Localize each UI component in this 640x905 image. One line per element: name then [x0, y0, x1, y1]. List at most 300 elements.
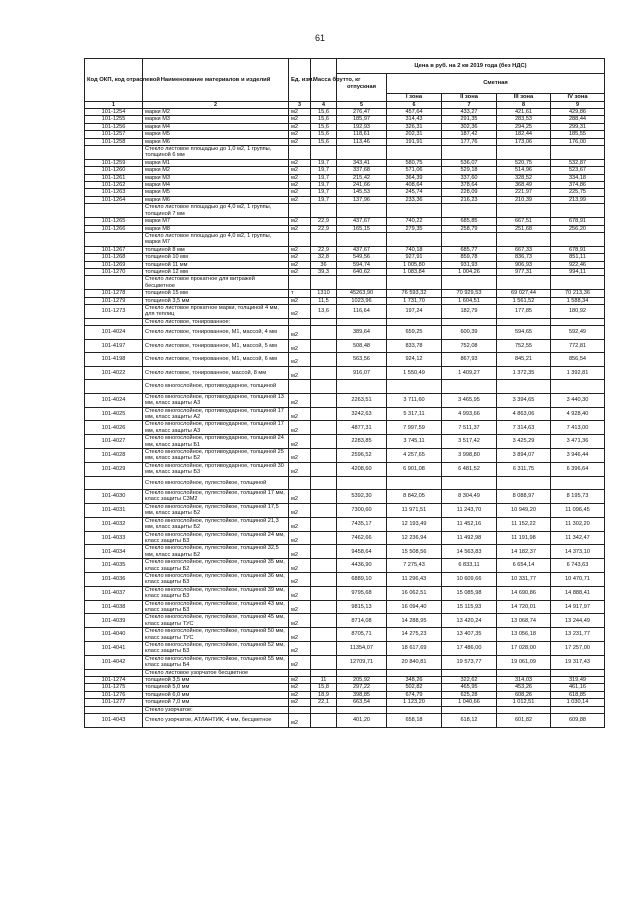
item-mass: 15,6: [311, 138, 337, 145]
section-code-cell: [85, 146, 143, 160]
price-release: 4208,60: [337, 462, 387, 476]
price-release: 916,07: [337, 366, 387, 380]
price-zone-3: 752,55: [497, 339, 551, 353]
table-row: [85, 353, 605, 367]
price-zone-3: 14 182,37: [497, 545, 551, 559]
price-release: 11354,07: [337, 642, 387, 656]
price-release: 2596,52: [337, 448, 387, 462]
price-zone-2: 1 004,26: [442, 268, 497, 275]
empty-cell: [497, 476, 551, 490]
price-release: 8714,08: [337, 614, 387, 628]
price-zone-1: 279,35: [387, 225, 442, 232]
price-zone-3: 283,53: [497, 116, 551, 123]
table-row: [85, 159, 605, 166]
table-row: [85, 182, 605, 189]
empty-cell: [497, 146, 551, 160]
price-release: 297,22: [337, 684, 387, 691]
item-unit: м2: [289, 684, 311, 691]
price-zone-3: 3 425,29: [497, 435, 551, 449]
item-mass: [311, 572, 337, 586]
section-title: Стекло многослойное, пулестойкое, толщиной: [143, 476, 289, 490]
price-zone-2: 13 407,35: [442, 628, 497, 642]
price-zone-4: 3 471,36: [551, 435, 605, 449]
price-zone-1: 233,36: [387, 196, 442, 203]
item-mass: 19,7: [311, 196, 337, 203]
item-mass: [311, 393, 337, 407]
section-row: [85, 146, 605, 160]
table-row: [85, 366, 605, 380]
section-code-cell: [85, 476, 143, 490]
price-zone-2: 70 929,53: [442, 290, 497, 297]
item-code: 101-1275: [85, 684, 143, 691]
price-zone-2: 6 833,11: [442, 559, 497, 573]
price-zone-4: 213,99: [551, 196, 605, 203]
price-zone-1: 11 971,51: [387, 503, 442, 517]
price-zone-4: 994,11: [551, 268, 605, 275]
price-zone-3: 368,49: [497, 182, 551, 189]
empty-cell: [311, 232, 337, 246]
section-code-cell: [85, 318, 143, 325]
table-row: [85, 339, 605, 353]
price-zone-3: 14 690,86: [497, 586, 551, 600]
price-zone-4: 8 195,73: [551, 490, 605, 504]
section-title: Стекло листовое, тонированное:: [143, 318, 289, 325]
item-unit: м2: [289, 261, 311, 268]
price-zone-4: 7 413,00: [551, 421, 605, 435]
empty-cell: [551, 476, 605, 490]
item-name: Стекло многослойное, пулестойкое, толщиной 32,5 мм, класс защиты Б2: [143, 545, 289, 559]
price-zone-3: 294,25: [497, 123, 551, 130]
empty-cell: [337, 669, 387, 676]
column-number: 1: [85, 102, 143, 109]
item-code: 101-4040: [85, 628, 143, 642]
empty-cell: [442, 276, 497, 290]
price-zone-4: 17 257,00: [551, 642, 605, 656]
table-row: [85, 503, 605, 517]
price-release: 9795,68: [337, 586, 387, 600]
table-row: [85, 304, 605, 318]
item-name: Стекло многослойное, пулестойкое, толщиной 21,3 мм, класс защиты Б2: [143, 517, 289, 531]
header-zone-3: III зона: [497, 94, 551, 102]
item-name: марки М3: [143, 116, 289, 123]
price-zone-2: 625,28: [442, 691, 497, 698]
table-row: [85, 138, 605, 145]
empty-cell: [442, 476, 497, 490]
item-name: Стекло многослойное, противоударное, толщиной 30 мм, класс защиты Б3: [143, 462, 289, 476]
item-mass: 15,6: [311, 131, 337, 138]
item-name: Стекло листовое, тонированное, М1, массой, 6 мм: [143, 353, 289, 367]
item-mass: [311, 435, 337, 449]
empty-cell: [497, 204, 551, 218]
price-release: 549,56: [337, 254, 387, 261]
section-code-cell: [85, 204, 143, 218]
empty-cell: [311, 476, 337, 490]
header-zone-1: I зона: [387, 94, 442, 102]
empty-cell: [311, 669, 337, 676]
item-unit: м2: [289, 116, 311, 123]
price-zone-1: 927,91: [387, 254, 442, 261]
price-zone-1: 8 842,05: [387, 490, 442, 504]
price-zone-1: 7 997,59: [387, 421, 442, 435]
price-zone-3: 667,33: [497, 246, 551, 253]
item-mass: 22,1: [311, 699, 337, 706]
price-zone-2: 182,79: [442, 304, 497, 318]
price-release: 137,96: [337, 196, 387, 203]
item-name: марки М7: [143, 218, 289, 225]
item-unit: м2: [289, 490, 311, 504]
item-name: Стекло листовое, тонированное, М1, массой, 5 мм: [143, 339, 289, 353]
price-zone-3: 453,26: [497, 684, 551, 691]
item-unit: м2: [289, 531, 311, 545]
price-zone-3: 10 949,20: [497, 503, 551, 517]
price-zone-3: 1 561,52: [497, 297, 551, 304]
empty-cell: [497, 380, 551, 394]
item-mass: 39,3: [311, 268, 337, 275]
table-row: [85, 448, 605, 462]
price-zone-2: 10 609,66: [442, 572, 497, 586]
item-code: 101-4039: [85, 614, 143, 628]
empty-cell: [387, 146, 442, 160]
section-code-cell: [85, 232, 143, 246]
price-zone-2: 13 420,24: [442, 614, 497, 628]
price-zone-1: 833,78: [387, 339, 442, 353]
price-zone-1: 3 745,11: [387, 435, 442, 449]
item-code: 101-4030: [85, 490, 143, 504]
price-zone-4: 609,88: [551, 714, 605, 728]
price-zone-4: 14 917,97: [551, 600, 605, 614]
price-zone-3: 173,06: [497, 138, 551, 145]
price-zone-2: 291,35: [442, 116, 497, 123]
item-unit: м2: [289, 586, 311, 600]
price-zone-2: 177,76: [442, 138, 497, 145]
price-release: 1023,96: [337, 297, 387, 304]
item-unit: м2: [289, 131, 311, 138]
price-zone-4: 180,92: [551, 304, 605, 318]
price-zone-1: 18 617,69: [387, 642, 442, 656]
price-zone-2: 11 452,16: [442, 517, 497, 531]
item-unit: м2: [289, 421, 311, 435]
price-zone-1: 76 593,32: [387, 290, 442, 297]
price-zone-1: 7 275,43: [387, 559, 442, 573]
price-zone-2: 378,64: [442, 182, 497, 189]
item-code: 101-1264: [85, 196, 143, 203]
price-release: 118,61: [337, 131, 387, 138]
price-release: 337,68: [337, 167, 387, 174]
item-code: 101-1279: [85, 297, 143, 304]
empty-cell: [289, 276, 311, 290]
price-zone-1: 1 005,80: [387, 261, 442, 268]
price-zone-4: 429,86: [551, 109, 605, 116]
item-unit: м2: [289, 246, 311, 253]
price-zone-2: 1 604,51: [442, 297, 497, 304]
item-mass: 18,9: [311, 691, 337, 698]
price-zone-2: 11 243,70: [442, 503, 497, 517]
item-code: 101-4036: [85, 572, 143, 586]
empty-cell: [551, 380, 605, 394]
table-row: [85, 109, 605, 116]
item-mass: 19,7: [311, 159, 337, 166]
item-mass: [311, 714, 337, 728]
header-mass: Масса брутто, кг: [311, 59, 337, 102]
price-zone-4: 4 928,40: [551, 407, 605, 421]
empty-cell: [497, 318, 551, 325]
column-number: 2: [143, 102, 289, 109]
item-mass: [311, 448, 337, 462]
price-zone-3: 328,52: [497, 174, 551, 181]
price-zone-4: 678,91: [551, 218, 605, 225]
header-zone-4: IV зона: [551, 94, 605, 102]
table-row: [85, 714, 605, 728]
item-mass: [311, 326, 337, 340]
item-name: Стекло многослойное, пулестойкое, толщиной 43 мм, класс защиты Б3: [143, 600, 289, 614]
item-name: толщиной 12 мм: [143, 268, 289, 275]
item-name: Стекло многослойное, пулестойкое, толщиной 45 мм, класс защиты ТУС: [143, 614, 289, 628]
price-release: 4436,90: [337, 559, 387, 573]
price-zone-1: 5 317,11: [387, 407, 442, 421]
item-unit: м2: [289, 304, 311, 318]
price-zone-3: 182,44: [497, 131, 551, 138]
item-name: толщиной 3,5 мм: [143, 677, 289, 684]
empty-cell: [337, 146, 387, 160]
item-name: Стекло многослойное, пулестойкое, толщиной 52 мм, класс защиты Б3: [143, 642, 289, 656]
price-release: 401,20: [337, 714, 387, 728]
item-unit: м2: [289, 600, 311, 614]
item-unit: м2: [289, 218, 311, 225]
item-code: 101-1254: [85, 109, 143, 116]
table-row: [85, 699, 605, 706]
item-unit: м2: [289, 174, 311, 181]
price-zone-1: 326,31: [387, 123, 442, 130]
empty-cell: [442, 669, 497, 676]
section-title: Стекло листовое площадью до 4,0 м2, 1 группы, марки М7: [143, 232, 289, 246]
table-header: [85, 59, 605, 109]
price-zone-3: 7 314,63: [497, 421, 551, 435]
price-zone-2: 258,79: [442, 225, 497, 232]
empty-cell: [551, 318, 605, 325]
table-row: [85, 131, 605, 138]
item-code: 101-4197: [85, 339, 143, 353]
empty-cell: [387, 669, 442, 676]
price-zone-4: 319,49: [551, 677, 605, 684]
item-code: 101-1268: [85, 254, 143, 261]
price-release: 165,15: [337, 225, 387, 232]
price-zone-1: 1 083,84: [387, 268, 442, 275]
price-zone-4: 1 392,81: [551, 366, 605, 380]
empty-cell: [289, 204, 311, 218]
item-unit: м2: [289, 559, 311, 573]
price-table: [84, 58, 605, 728]
item-name: толщиной 3,5 мм: [143, 297, 289, 304]
price-zone-1: 14 288,95: [387, 614, 442, 628]
section-title: Стекло многослойное, противоударное, толщиной: [143, 380, 289, 394]
item-name: Стекло многослойное, пулестойкое, толщиной 39 мм, класс защиты Б3: [143, 586, 289, 600]
price-zone-2: 17 486,00: [442, 642, 497, 656]
empty-cell: [289, 669, 311, 676]
table-row: [85, 490, 605, 504]
price-zone-2: 529,18: [442, 167, 497, 174]
empty-cell: [442, 380, 497, 394]
table-row: [85, 218, 605, 225]
section-row: [85, 318, 605, 325]
empty-cell: [337, 318, 387, 325]
item-mass: [311, 503, 337, 517]
price-release: 7300,60: [337, 503, 387, 517]
price-zone-2: 433,27: [442, 109, 497, 116]
price-release: 113,46: [337, 138, 387, 145]
table-row: [85, 123, 605, 130]
table-row: [85, 559, 605, 573]
item-unit: м2: [289, 435, 311, 449]
price-zone-1: 16 094,40: [387, 600, 442, 614]
table-row: [85, 261, 605, 268]
price-zone-1: 457,64: [387, 109, 442, 116]
price-zone-1: 1 550,49: [387, 366, 442, 380]
price-release: 45263,90: [337, 290, 387, 297]
table-row: [85, 174, 605, 181]
price-zone-3: 314,03: [497, 677, 551, 684]
table-row: [85, 462, 605, 476]
price-zone-1: 3 711,60: [387, 393, 442, 407]
item-unit: м2: [289, 677, 311, 684]
column-number-row: [85, 102, 605, 109]
empty-cell: [387, 706, 442, 713]
item-code: 101-1258: [85, 138, 143, 145]
item-unit: м2: [289, 699, 311, 706]
item-code: 101-4029: [85, 462, 143, 476]
price-zone-2: 685,85: [442, 218, 497, 225]
price-zone-1: 571,06: [387, 167, 442, 174]
table-row: [85, 167, 605, 174]
price-zone-4: 70 213,36: [551, 290, 605, 297]
price-zone-1: 659,25: [387, 326, 442, 340]
price-zone-4: 334,18: [551, 174, 605, 181]
price-zone-3: 6 654,14: [497, 559, 551, 573]
empty-cell: [337, 706, 387, 713]
empty-cell: [551, 146, 605, 160]
price-zone-4: 6 396,64: [551, 462, 605, 476]
price-zone-3: 177,85: [497, 304, 551, 318]
price-release: 2283,85: [337, 435, 387, 449]
price-zone-1: 1 731,70: [387, 297, 442, 304]
section-code-cell: [85, 706, 143, 713]
price-zone-2: 337,60: [442, 174, 497, 181]
price-zone-2: 752,08: [442, 339, 497, 353]
item-mass: 22,9: [311, 246, 337, 253]
price-zone-1: 1 123,20: [387, 699, 442, 706]
price-zone-4: 772,81: [551, 339, 605, 353]
empty-cell: [551, 276, 605, 290]
price-release: 185,97: [337, 116, 387, 123]
price-zone-1: 197,24: [387, 304, 442, 318]
column-number: 3: [289, 102, 311, 109]
column-number: 5: [337, 102, 387, 109]
item-name: Стекло многослойное, пулестойкое, толщиной 55 мм, класс защиты Б4: [143, 655, 289, 669]
price-release: 5392,30: [337, 490, 387, 504]
section-title: Стекло листовое площадью до 1,0 м2, 1 группы, толщиной 6 мм: [143, 146, 289, 160]
price-zone-4: 6 743,63: [551, 559, 605, 573]
item-name: марки М6: [143, 138, 289, 145]
price-release: 6889,10: [337, 572, 387, 586]
empty-cell: [289, 706, 311, 713]
price-release: 12709,71: [337, 655, 387, 669]
empty-cell: [289, 380, 311, 394]
item-code: 101-4024: [85, 326, 143, 340]
item-code: 101-1255: [85, 116, 143, 123]
item-code: 101-4198: [85, 353, 143, 367]
price-zone-2: 3 517,42: [442, 435, 497, 449]
price-zone-4: 176,00: [551, 138, 605, 145]
section-row: [85, 232, 605, 246]
header-zone-2: II зона: [442, 94, 497, 102]
price-release: 192,93: [337, 123, 387, 130]
section-row: [85, 380, 605, 394]
header-code: Код ОКП, код отраслевой: [85, 59, 143, 102]
header-release: отпускная: [337, 74, 387, 102]
item-mass: [311, 462, 337, 476]
item-name: марки М4: [143, 182, 289, 189]
price-release: 663,54: [337, 699, 387, 706]
item-code: 101-4034: [85, 545, 143, 559]
price-zone-1: 502,82: [387, 684, 442, 691]
price-zone-2: 536,07: [442, 159, 497, 166]
price-zone-3: 845,21: [497, 353, 551, 367]
price-zone-3: 3 394,65: [497, 393, 551, 407]
item-code: 101-1262: [85, 182, 143, 189]
item-unit: м2: [289, 326, 311, 340]
price-zone-1: 740,18: [387, 246, 442, 253]
empty-cell: [551, 706, 605, 713]
table-row: [85, 655, 605, 669]
item-code: 101-1263: [85, 189, 143, 196]
empty-cell: [387, 318, 442, 325]
column-number: 8: [497, 102, 551, 109]
item-name: Стекло многослойное, пулестойкое, толщиной 50 мм, класс защиты ТУС: [143, 628, 289, 642]
price-zone-2: 867,93: [442, 353, 497, 367]
item-name: Стекло многослойное, пулестойкое, толщиной 17,5 мм, класс защиты Б2: [143, 503, 289, 517]
item-mass: 15,6: [311, 116, 337, 123]
price-zone-3: 11 191,98: [497, 531, 551, 545]
item-code: 101-4024: [85, 393, 143, 407]
table-row: [85, 435, 605, 449]
item-mass: 15,6: [311, 109, 337, 116]
item-mass: 11: [311, 677, 337, 684]
price-zone-3: 13 056,18: [497, 628, 551, 642]
item-mass: 32,8: [311, 254, 337, 261]
item-unit: м2: [289, 254, 311, 261]
table-row: [85, 531, 605, 545]
table-row: [85, 421, 605, 435]
empty-cell: [387, 380, 442, 394]
column-number: 6: [387, 102, 442, 109]
price-release: 389,64: [337, 326, 387, 340]
price-zone-3: 601,82: [497, 714, 551, 728]
item-code: 101-1265: [85, 218, 143, 225]
empty-cell: [337, 232, 387, 246]
price-zone-2: 322,62: [442, 677, 497, 684]
price-zone-3: 608,26: [497, 691, 551, 698]
price-zone-1: 4 257,65: [387, 448, 442, 462]
empty-cell: [442, 232, 497, 246]
price-release: 563,56: [337, 353, 387, 367]
item-unit: м2: [289, 189, 311, 196]
empty-cell: [497, 232, 551, 246]
empty-cell: [289, 232, 311, 246]
price-zone-4: 11 302,20: [551, 517, 605, 531]
price-zone-3: 3 894,07: [497, 448, 551, 462]
item-mass: 19,7: [311, 174, 337, 181]
item-name: толщиной 11 мм: [143, 261, 289, 268]
table-row: [85, 614, 605, 628]
